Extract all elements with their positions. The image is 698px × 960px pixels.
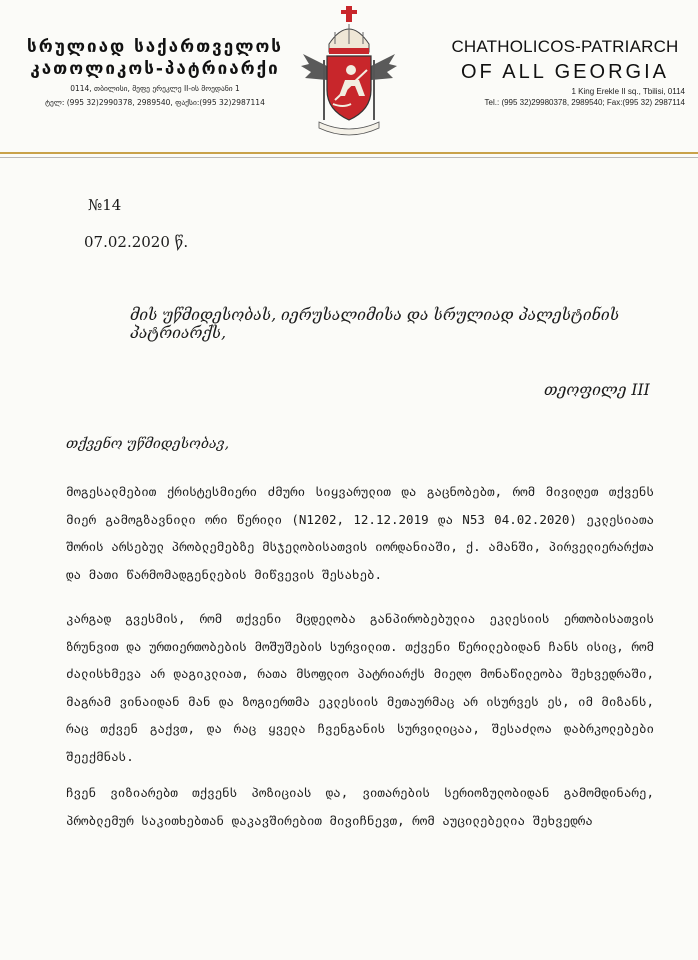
patriarchate-emblem-icon	[299, 4, 399, 152]
letterhead	[0, 0, 698, 160]
org-name-en-line1: CHATHOLICOS-PATRIARCH	[451, 37, 679, 56]
salutation: თქვენო უწმიდესობავ,	[66, 436, 230, 452]
address-ge: 0114, თბილისი, მეფე ერეკლე II-ის მოედანი 1	[70, 84, 240, 93]
letterhead-divider-gold	[0, 152, 698, 154]
phones-ge: ტელ: (995 32)2990378, 2989540, ფაქსი:(995 32)2987114	[45, 98, 265, 107]
reference-number: №14	[88, 196, 122, 214]
body-paragraph-2: კარგად გვესმის, რომ თქვენი მცდელობა განპირობებულია ეკლესიის ერთობისათვის ზრუნვით და ურთიერთობების მოშუშების სურვილით. თქვენი წერილებიდან ჩანს ისიც, რომ ძალისხმევა არ დაგიკლიათ, რათა მსოფლიო პატრიარქს მიეღო მონაწილეობა შეხვედრაში, მაგრამ ვინაიდან მან და ზოგიერთმა ეკლესიის მეთაურმაც არ ისურვეს ეს, იმ მიზანს, რაც თქვენ გაქვთ, და რაც ყველა ჩვენგანის სურვილიცაა, შესაძლოა დაბრკოლებები შეექმნას.	[66, 611, 654, 764]
body-paragraph-1: მოგესალმებით ქრისტესმიერი ძმური სიყვარულით და გაცნობებთ, რომ მივიღეთ თქვენს მიერ გამოგზავნილი ორი წერილი (N1202, 12.12.2019 და N53 04.02.2020) ეკლესიათა შორის არსებულ პრობლემებზე მსჯელობისათვის იორდანიაში, ქ. ამანში, პირველიერარქთა და მათი წარმომადგენლების მიწვევის შესახებ.	[66, 484, 654, 582]
addressee-name: თეოფილე III	[544, 381, 650, 399]
address-en: 1 King Erekle II sq., Tbilisi, 0114	[571, 87, 685, 96]
body-paragraph-3: ჩვენ ვიზიარებთ თქვენს პოზიციას და, ვითარების სერიოზულობიდან გამომდინარე, პრობლემურ საკითხებთან დაკავშირებით მივიჩნევთ, რომ აუცილებელია შეხვედრა	[66, 785, 654, 828]
org-name-en-line2: OF ALL GEORGIA	[461, 61, 669, 83]
phones-en: Tel.: (995 32)29980378, 2989540; Fax:(995 32) 2987114	[484, 98, 685, 107]
letterhead-english	[445, 36, 685, 108]
letterhead-divider-grey	[0, 157, 698, 158]
recipient-line: მის უწმიდესობას, იერუსალიმისა და სრულიად პალესტინის პატრიარქს,	[130, 306, 620, 342]
letterhead-georgian	[20, 36, 290, 108]
letter-date: 07.02.2020 წ.	[84, 233, 189, 251]
org-name-ge-line2: კათოლიკოს-პატრიარქი	[30, 59, 280, 79]
org-name-ge-line1: სრულიად საქართველოს	[27, 37, 283, 57]
